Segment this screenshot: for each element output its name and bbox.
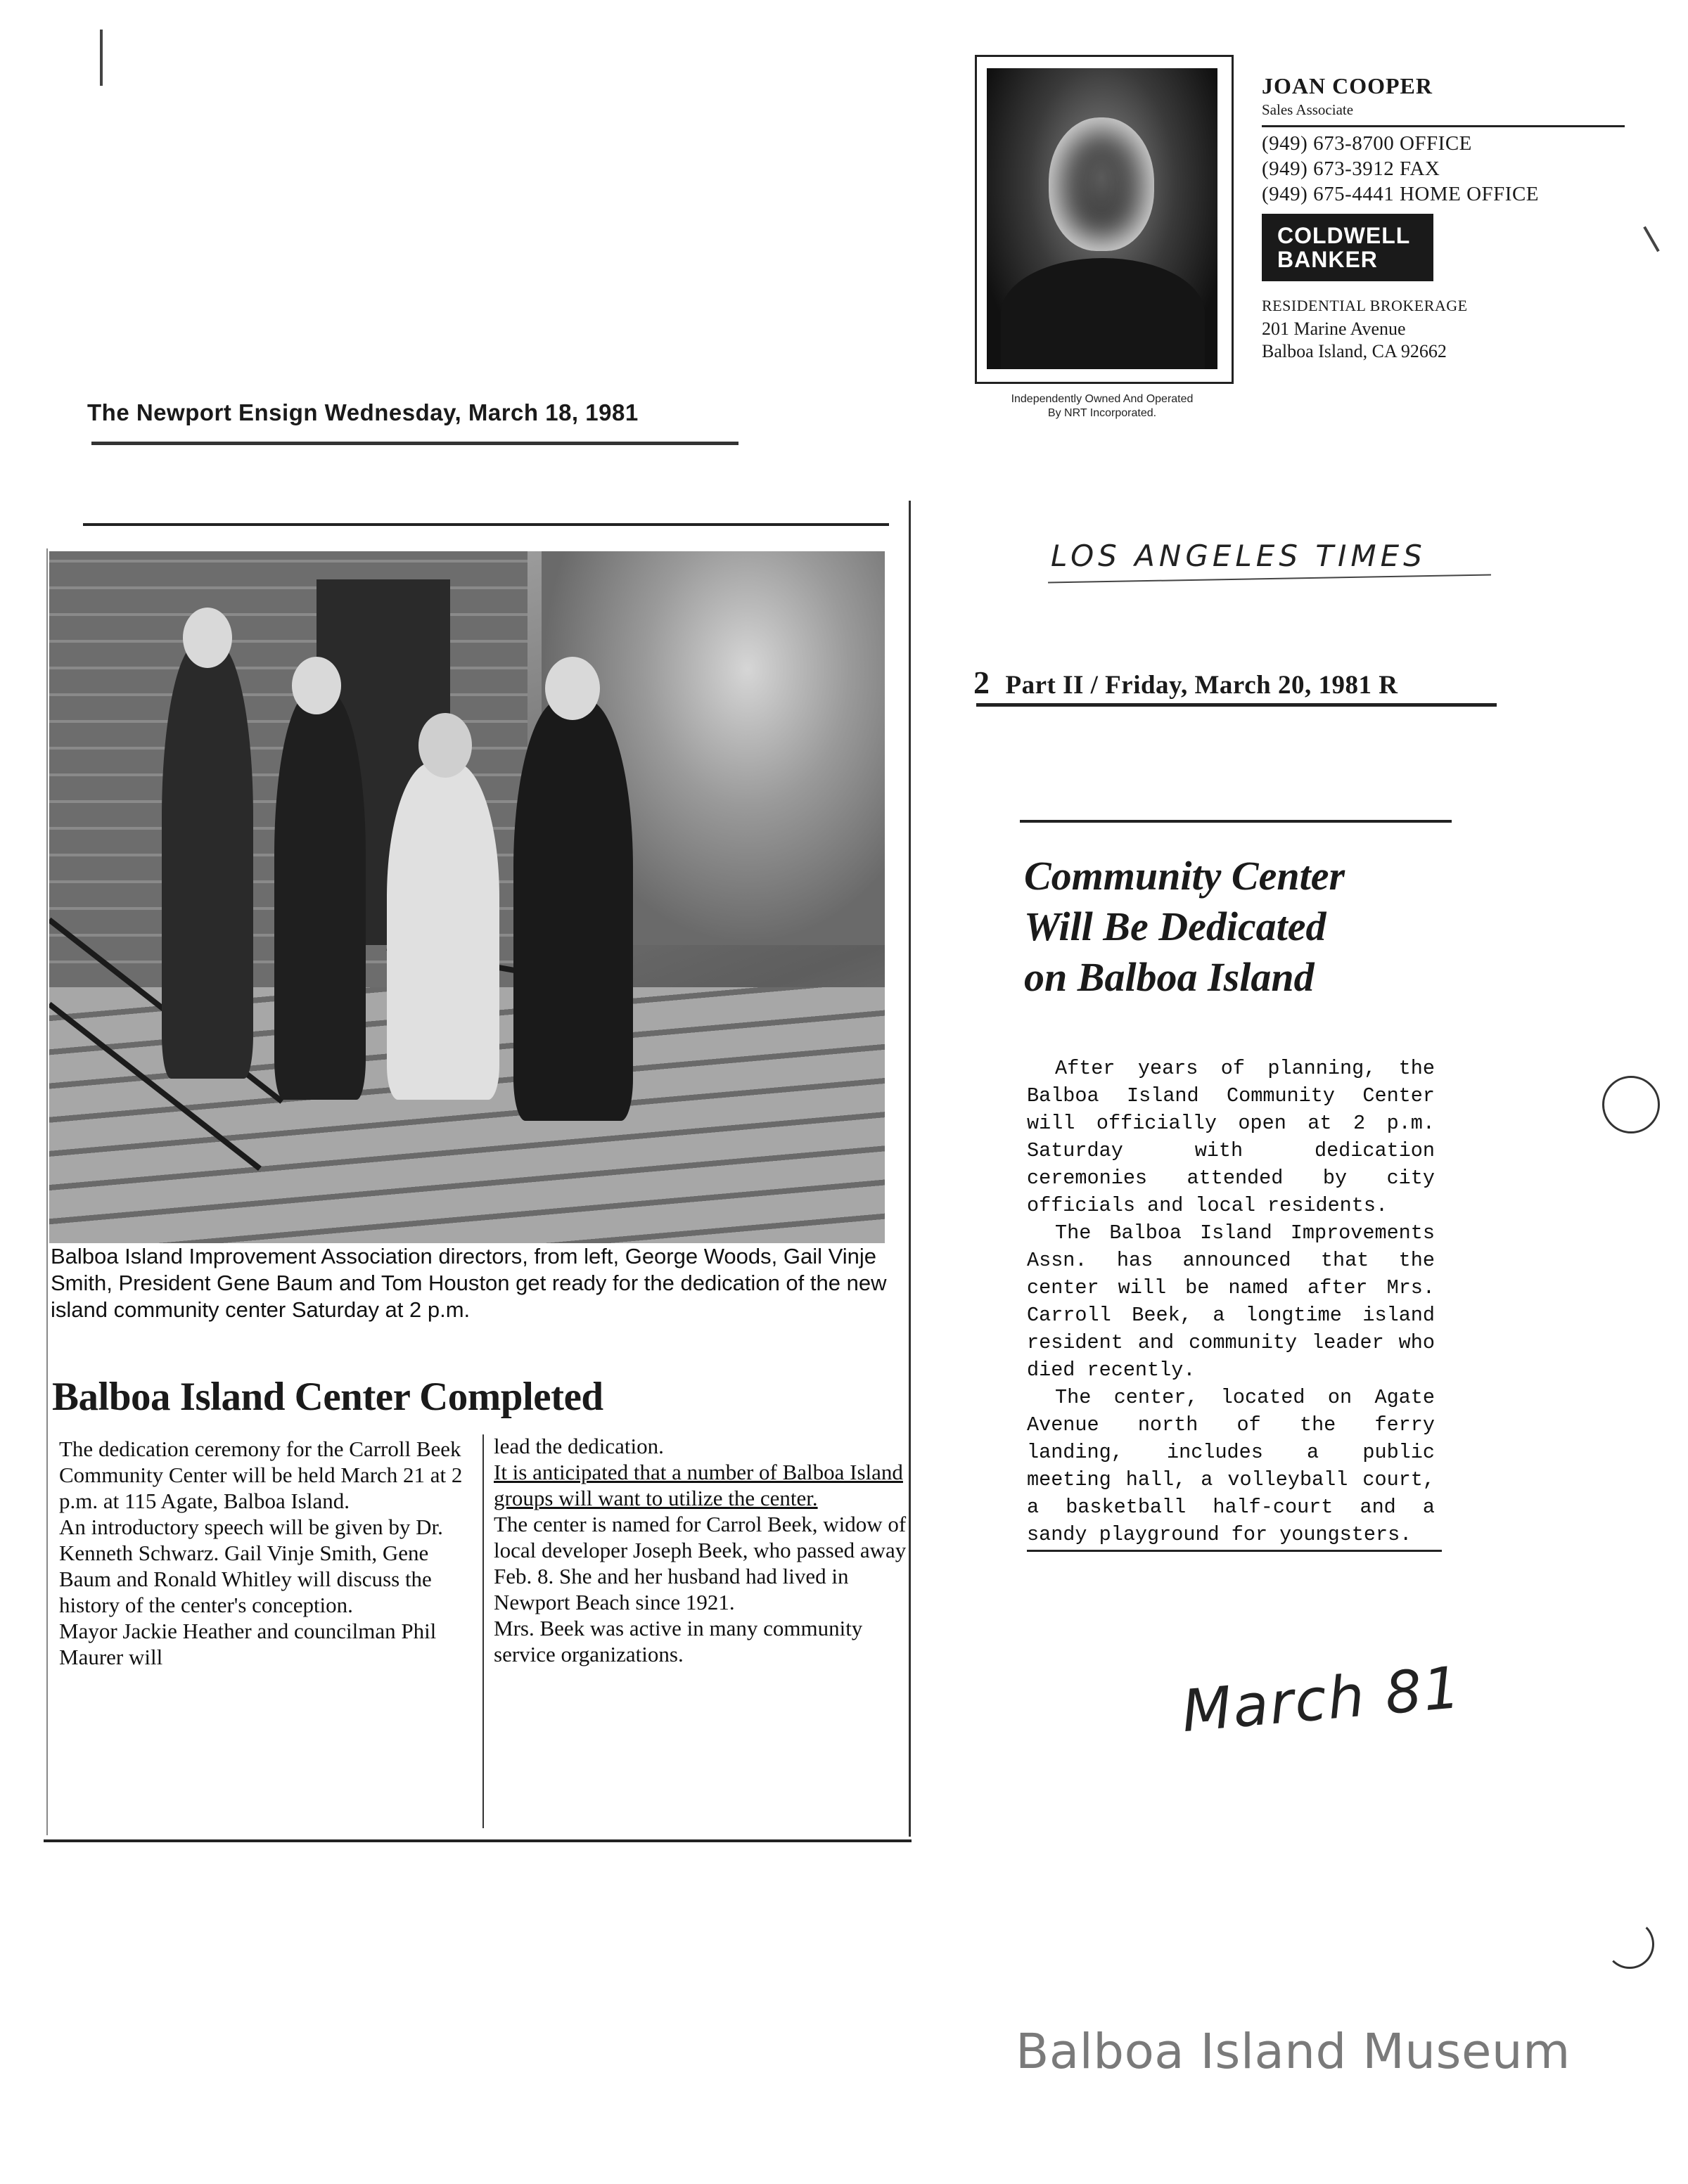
ensign-masthead: The Newport Ensign Wednesday, March 18, 1981: [87, 399, 639, 425]
coldwell-banker-logo: [1262, 214, 1433, 281]
agent-title: Sales Associate: [1262, 101, 1354, 118]
paragraph: Mayor Jackie Heather and councilman Phil Maurer will: [59, 1619, 437, 1669]
photo-caption: Balboa Island Improvement Association directors, from left, George Woods, Gail Vinje Smith, President Gene Baum and Tom Houston get ready for the dedication of the new island community center Saturday at 2 p.m.: [51, 1244, 887, 1322]
article-end-rule: [1027, 1550, 1442, 1552]
section-date: Part II / Friday, March 20, 1981 R: [1005, 671, 1398, 700]
clipping-border: [44, 1839, 912, 1842]
la-times-article-body: [1027, 1055, 1435, 1548]
paragraph: The center is named for Carrol Beek, widow of local developer Joseph Beek, who passed away Feb. 8. She and her husband had lived in Newport Beach since 1921.: [494, 1512, 907, 1614]
ensign-rule: [91, 442, 738, 445]
la-times-page-header: [973, 664, 1398, 701]
card-disclaimer: [975, 392, 1229, 420]
punch-hole: [1602, 1076, 1660, 1133]
headline-line-3: on Balboa Island: [1024, 954, 1315, 1000]
address-line-1: 201 Marine Avenue: [1262, 319, 1406, 339]
paragraph: The dedication ceremony for the Carroll Beek Community Center will be held March 21 at 2 p.m. at 115 Agate, Balboa Island.: [59, 1437, 463, 1513]
agent-photo: [975, 55, 1234, 384]
scan-mark: [100, 30, 103, 86]
column-divider: [482, 1434, 484, 1828]
headline-rule: [1020, 820, 1452, 823]
ensign-article-right-column: [494, 1433, 907, 1667]
la-times-headline: [1024, 851, 1474, 1003]
office-address: [1262, 318, 1447, 363]
paragraph: It is anticipated that a number of Balboa Island groups will want to utilize the center.: [494, 1460, 903, 1510]
logo-line-2: BANKER: [1277, 247, 1378, 272]
phone-home-office: (949) 675-4441 HOME OFFICE: [1262, 183, 1540, 205]
page-number: 2: [973, 664, 990, 700]
museum-watermark: Balboa Island Museum: [1016, 2024, 1571, 2080]
ensign-headline: Balboa Island Center Completed: [52, 1375, 603, 1419]
clipping-border: [46, 548, 48, 1835]
phone-office: (949) 673-8700 OFFICE: [1262, 132, 1472, 155]
ensign-article-left-column: [59, 1436, 473, 1670]
brokerage-label: RESIDENTIAL BROKERAGE: [1262, 297, 1468, 314]
card-divider: [1262, 125, 1625, 127]
punch-hole: [1605, 1920, 1654, 1969]
paragraph: Mrs. Beek was active in many community service organizations.: [494, 1616, 863, 1666]
headline-line-1: Community Center: [1024, 853, 1345, 899]
clipping-border: [909, 501, 911, 1837]
logo-line-1: COLDWELL: [1277, 223, 1411, 248]
agent-name: JOAN COOPER: [1262, 73, 1433, 98]
paragraph: lead the dedication.: [494, 1434, 664, 1458]
phone-list: [1262, 131, 1539, 207]
handwritten-source-note: LOS ANGELES TIMES: [1051, 539, 1426, 573]
headline-line-2: Will Be Dedicated: [1024, 904, 1326, 949]
paragraph: The center, located on Agate Avenue north of the ferry landing, includes a public meeting hall, a volleyball court, a basketball half-court and a sandy playground for youngsters.: [1027, 1386, 1435, 1546]
handwritten-underline: [1048, 574, 1491, 584]
header-rule: [976, 703, 1497, 707]
paragraph: An introductory speech will be given by Dr. Kenneth Schwarz. Gail Vinje Smith, Gene Baum and Ronald Whitley will discuss the history of the center's conception.: [59, 1515, 443, 1617]
news-photo: [49, 551, 885, 1243]
scan-mark: [1643, 226, 1659, 252]
disclaimer-line-1: Independently Owned And Operated: [1011, 393, 1194, 405]
handwritten-date: March 81: [1179, 1654, 1464, 1746]
phone-fax: (949) 673-3912 FAX: [1262, 158, 1440, 180]
disclaimer-line-2: By NRT Incorporated.: [1047, 407, 1157, 419]
address-line-2: Balboa Island, CA 92662: [1262, 341, 1447, 361]
clipping-border: [83, 523, 889, 526]
paragraph: The Balboa Island Improvements Assn. has announced that the center will be named after Mrs. Carroll Beek, a longtime island resident and community leader who died recently.: [1027, 1221, 1435, 1382]
paragraph: After years of planning, the Balboa Island Community Center will officially open at 2 p.m. Saturday with dedication ceremonies attended by city officials and local residents.: [1027, 1057, 1435, 1217]
